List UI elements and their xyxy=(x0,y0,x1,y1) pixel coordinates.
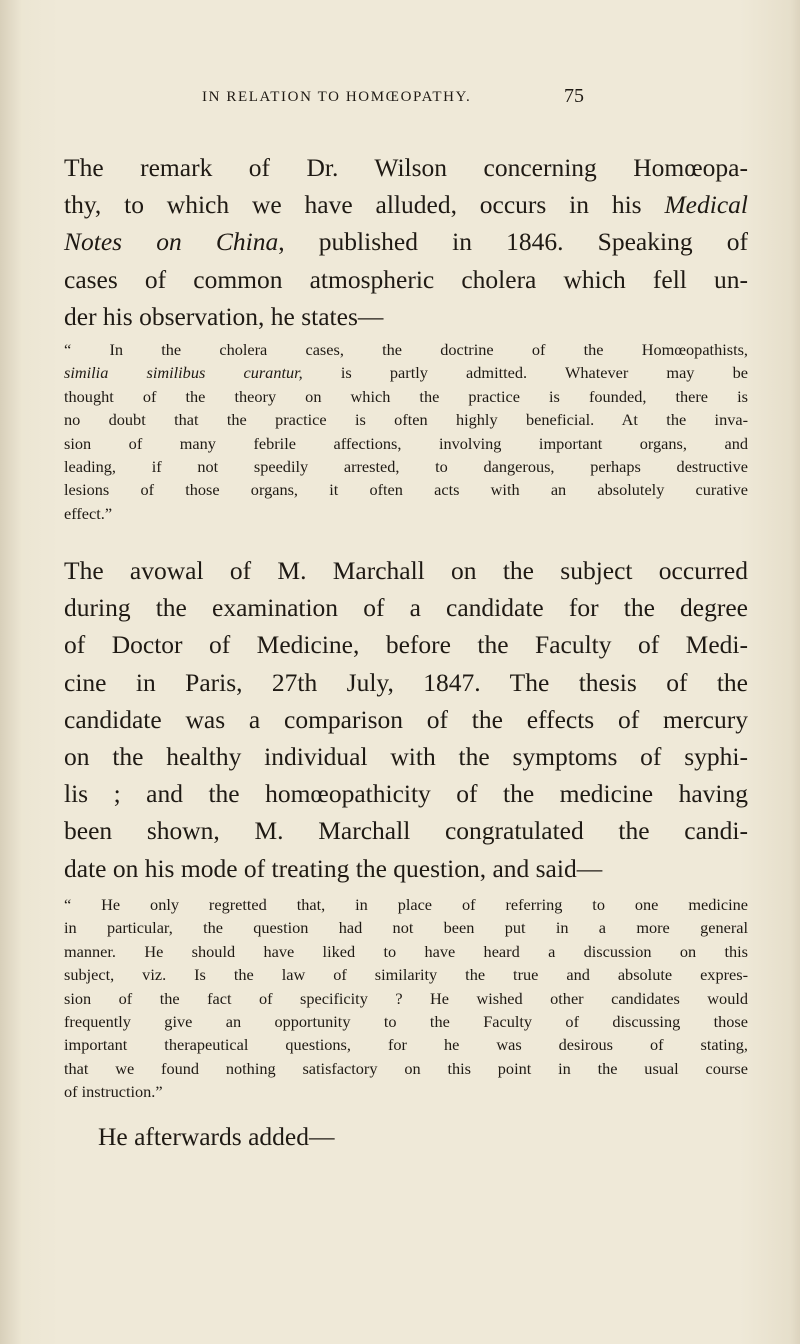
text-line: leading, if not speedily arrested, to dangerous, perhaps destructive xyxy=(64,457,748,477)
quote-wilson xyxy=(64,338,748,525)
text-line: lis ; and the homœopathicity of the medicine having xyxy=(64,779,748,809)
text-line: similia similibus curantur, is partly admitted. Whatever may be xyxy=(64,363,748,383)
italic-phrase: similia similibus curantur, xyxy=(64,363,303,383)
text-line: thought of the theory on which the practice is founded, there is xyxy=(64,386,748,406)
text-line: that we found nothing satisfactory on this point in the usual course xyxy=(64,1058,748,1078)
paragraph-wilson xyxy=(64,149,748,335)
text-line: The remark of Dr. Wilson concerning Homœopa- xyxy=(64,153,748,182)
text-line: “ In the cholera cases, the doctrine of the Homœopathists, xyxy=(64,340,748,359)
text-line: manner. He should have liked to have heard a discussion on this xyxy=(64,941,748,961)
running-head: IN RELATION TO HOMŒOPATHY. xyxy=(202,89,472,105)
page-number: 75 xyxy=(564,85,584,107)
text-line: effect.” xyxy=(64,503,113,523)
text-line: He afterwards added— xyxy=(98,1122,335,1151)
text-line: “ He only regretted that, in place of referring to one medicine xyxy=(64,895,748,914)
text-line: sion of many febrile affections, involving important organs, and xyxy=(64,433,748,453)
text-line: The avowal of M. Marchall on the subject occurred xyxy=(64,556,748,585)
text-line: thy, to which we have alluded, occurs in his Medical xyxy=(64,190,748,220)
text-line: frequently give an opportunity to the Faculty of discussing those xyxy=(64,1012,748,1032)
italic-title: Notes on China xyxy=(64,227,279,257)
italic-title: Medical xyxy=(664,190,748,220)
text-line: cases of common atmospheric cholera which fell un- xyxy=(64,264,748,294)
text-line: sion of the fact of specificity ? He wished other candidates would xyxy=(64,988,748,1008)
text-line: of Doctor of Medicine, before the Faculty of Medi- xyxy=(64,630,748,660)
text-line: no doubt that the practice is often highly beneficial. At the inva- xyxy=(64,410,748,430)
paragraph-afterwards xyxy=(64,1118,748,1155)
text-line: important therapeutical questions, for he was desirous of stating, xyxy=(64,1035,748,1055)
text-line: in particular, the question had not been put in a more general xyxy=(64,918,748,938)
text-line: der his observation, he states— xyxy=(64,301,384,331)
quote-marchall xyxy=(64,893,748,1104)
text-line: of instruction.” xyxy=(64,1082,163,1102)
text-line: during the examination of a candidate for the degree xyxy=(64,593,748,623)
text-line: date on his mode of treating the question, and said— xyxy=(64,853,603,883)
text-line: candidate was a comparison of the effects of mercury xyxy=(64,704,748,734)
text-line: been shown, M. Marchall congratulated the candi- xyxy=(64,816,748,846)
text-line: lesions of those organs, it often acts with an absolutely curative xyxy=(64,480,748,500)
paragraph-marchall xyxy=(64,552,748,887)
text-line: on the healthy individual with the symptoms of syphi- xyxy=(64,742,748,772)
text-line: subject, viz. Is the law of similarity the true and absolute expres- xyxy=(64,965,748,985)
text-line: cine in Paris, 27th July, 1847. The thesis of the xyxy=(64,667,748,697)
text-line: Notes on China, published in 1846. Speaking of xyxy=(64,227,748,257)
page-header xyxy=(0,85,800,109)
